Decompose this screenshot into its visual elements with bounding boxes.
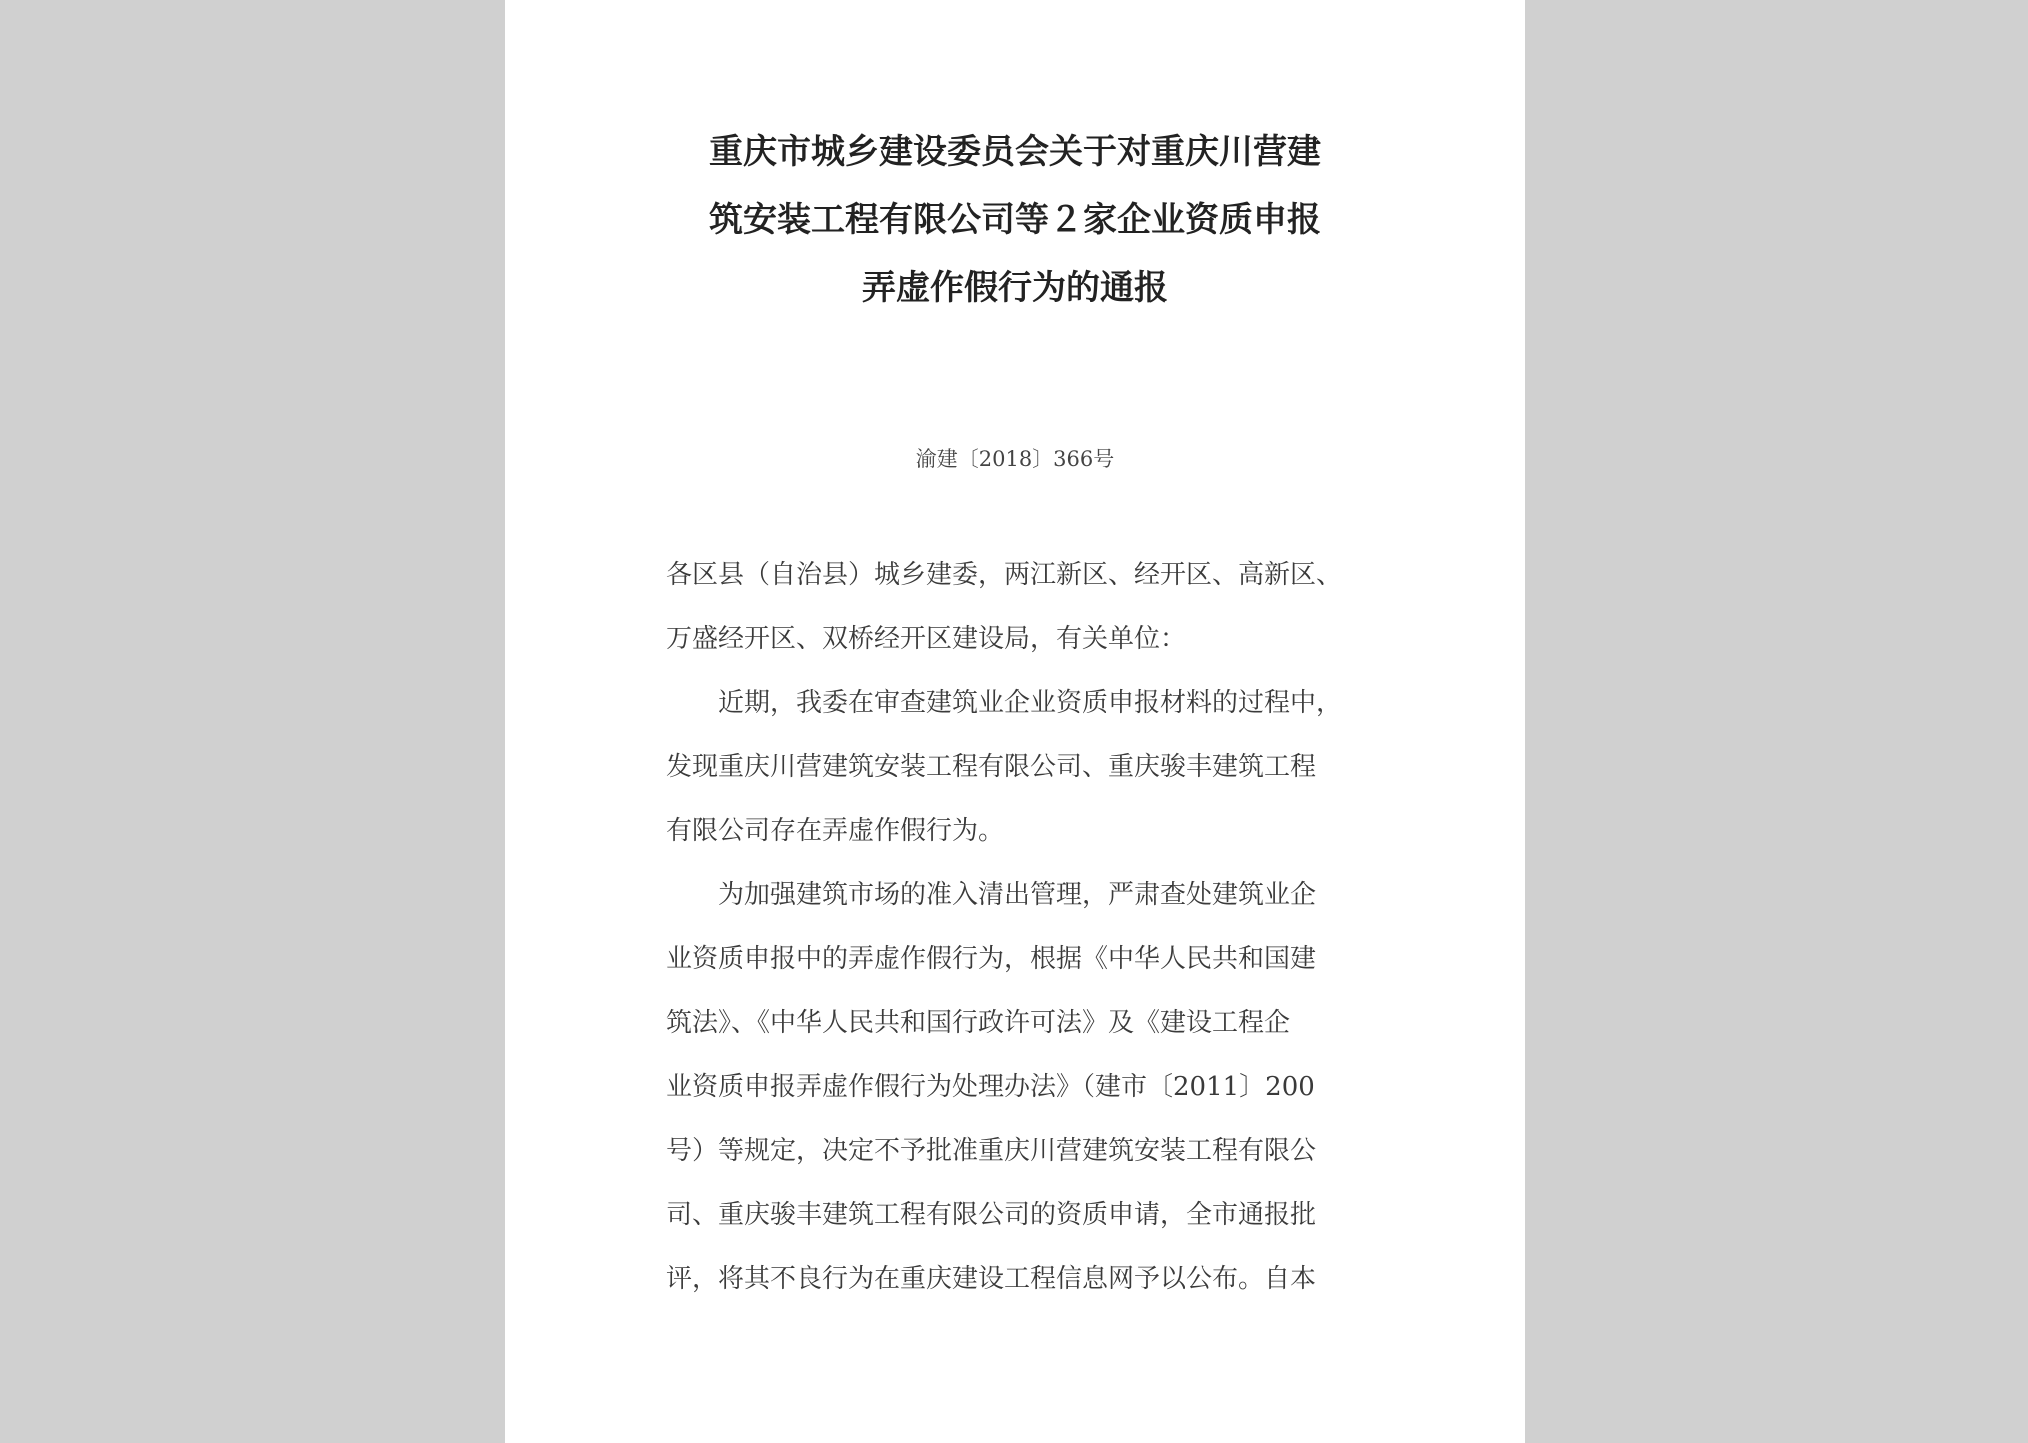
document-number: 渝建〔2018〕366号 <box>915 447 1115 471</box>
body-line: 有限公司存在弄虚作假行为。 <box>666 816 1005 846</box>
document-title <box>505 118 1525 322</box>
body-line: 评，将其不良行为在重庆建设工程信息网予以公布。自本 <box>666 1264 1317 1294</box>
body-line: 近期，我委在审查建筑业企业资质申报材料的过程中， <box>718 688 1343 718</box>
document-page <box>505 0 1525 1443</box>
document-body <box>666 543 1426 1311</box>
body-line: 业资质申报弄虚作假行为处理办法》（建市〔2011〕200 <box>666 1072 1315 1102</box>
body-line: 为加强建筑市场的准入清出管理，严肃查处建筑业企 <box>718 880 1317 910</box>
body-line: 司、重庆骏丰建筑工程有限公司的资质申请，全市通报批 <box>666 1200 1317 1230</box>
body-line: 业资质申报中的弄虚作假行为，根据《中华人民共和国建 <box>666 944 1317 974</box>
title-line-2: 筑安装工程有限公司等２家企业资质申报 <box>709 200 1321 240</box>
title-line-1: 重庆市城乡建设委员会关于对重庆川营建 <box>709 132 1321 172</box>
body-line: 各区县（自治县）城乡建委，两江新区、经开区、高新区、 <box>666 560 1343 590</box>
body-line: 筑法》、《中华人民共和国行政许可法》及《建设工程企 <box>666 1008 1291 1038</box>
title-line-3: 弄虚作假行为的通报 <box>862 268 1168 308</box>
body-line: 号）等规定，决定不予批准重庆川营建筑安装工程有限公 <box>666 1136 1317 1166</box>
body-line: 万盛经开区、双桥经开区建设局，有关单位： <box>666 624 1187 654</box>
body-line: 发现重庆川营建筑安装工程有限公司、重庆骏丰建筑工程 <box>666 752 1317 782</box>
